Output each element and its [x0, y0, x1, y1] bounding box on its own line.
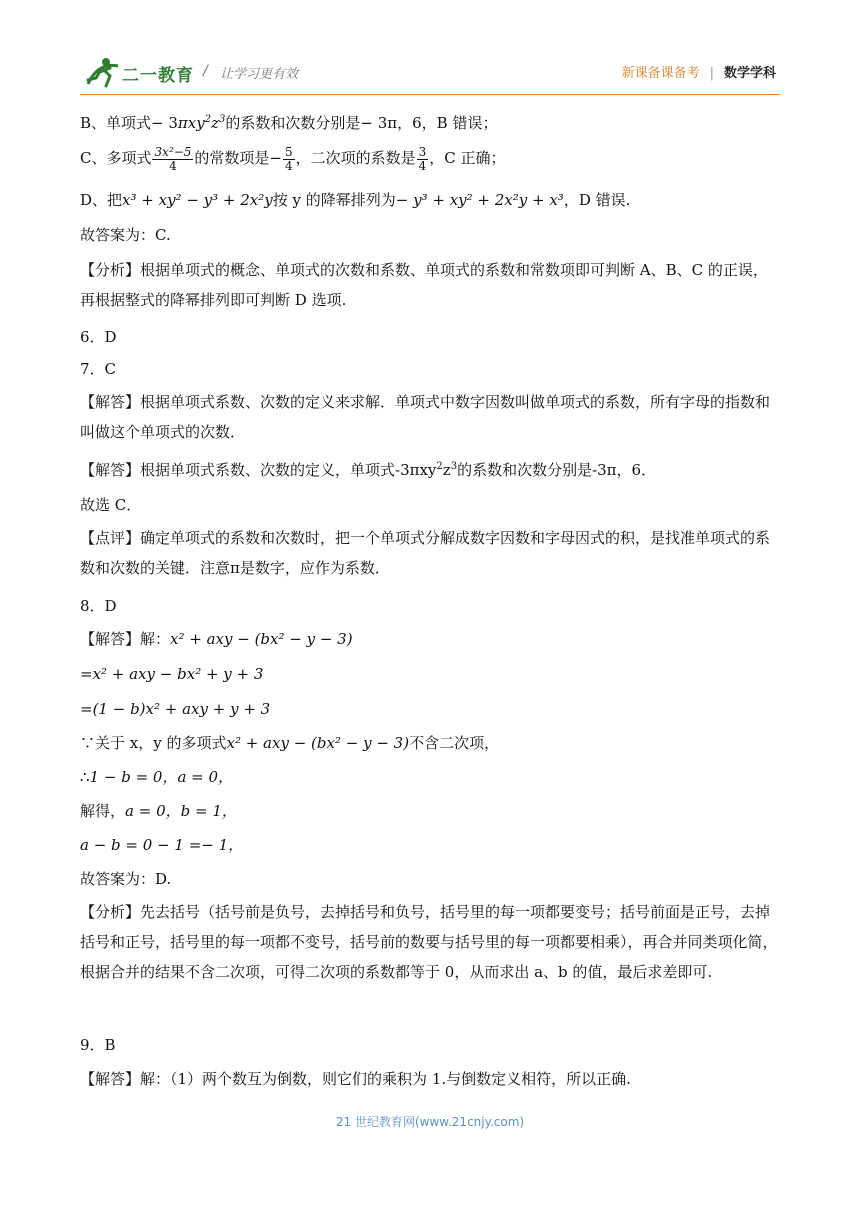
answer-d: 故答案为：D. — [80, 870, 172, 888]
line-d-result: − y³ + xy² + 2x²y + x³ — [395, 191, 564, 209]
line-c-suffix: ，C 正确； — [429, 149, 506, 167]
page-footer: 21 世纪教育网(www.21cnjy.com) — [335, 1115, 525, 1129]
solution-7b-text: 【解答】根据单项式系数、次数的定义，单项式-3πxy — [80, 461, 437, 479]
analysis-5: 【分析】根据单项式的概念、单项式的次数和系数、单项式的系数和常数项即可判断 A、B、C 的正误，再根据整式的降幂排列即可判断 D 选项. — [80, 261, 768, 309]
logo-text: 二一教育 — [122, 66, 194, 86]
q6-answer: 6．D — [80, 328, 117, 346]
header-right — [622, 62, 776, 81]
solution-9: 【解答】解：（1）两个数互为倒数，则它们的乘积为 1.与倒数定义相符，所以正确. — [80, 1070, 631, 1088]
q7-answer: 7．C — [80, 360, 117, 378]
header-separator: | — [709, 66, 714, 81]
because-line — [80, 728, 780, 758]
line-c — [80, 143, 780, 173]
header-subject-label: 数学学科 — [723, 66, 776, 81]
header-course-label: 新课备课备考 — [621, 66, 700, 81]
because-suffix: 不含二次项， — [409, 734, 500, 752]
fraction-constant: $\frac{5}{4}$ — [284, 144, 293, 173]
expr-3: =(1 − b)x² + axy + y + 3 — [80, 700, 271, 718]
expr-6: a = 0，b = 1， — [125, 802, 237, 820]
therefore-line — [80, 762, 780, 792]
solve-line — [80, 796, 780, 826]
q9-answer: 9．B — [80, 1036, 116, 1054]
therefore-symbol: ∴ — [80, 768, 90, 786]
line-c-mid1: 的常数项是 — [194, 149, 270, 167]
q8-answer: 8．D — [80, 597, 117, 615]
line-b-prefix: B、单项式 — [80, 114, 152, 132]
slogan: 让学习更有效 — [220, 67, 299, 82]
slogan-slash: / — [203, 63, 208, 79]
expr-5: 1 − b = 0，a = 0， — [89, 768, 234, 786]
line-d — [80, 185, 780, 215]
choose-c: 故选 C． — [80, 496, 142, 514]
solution-7a: 【解答】根据单项式系数、次数的定义来求解．单项式中数字因数叫做单项式的系数，所有字母的指数和叫做这个单项式的次数． — [80, 393, 771, 441]
line-d-suffix: ，D 错误. — [563, 191, 631, 209]
expr-4: x² + axy − (bx² − y − 3) — [226, 734, 410, 752]
solution-8-prefix: 【解答】解： — [80, 630, 171, 648]
expr-2: =x² + axy − bx² + y + 3 — [80, 665, 264, 683]
solution-8-line1 — [80, 624, 780, 654]
solve-prefix: 解得， — [80, 802, 126, 820]
answer-c: 故答案为：C. — [80, 226, 171, 244]
comment-7: 【点评】确定单项式的系数和次数时，把一个单项式分解成数字因数和字母因式的积，是找准单项式的系数和次数的关键．注意π是数字，应作为系数． — [80, 529, 771, 577]
line-d-expr: x³ + xy² − y³ + 2x²y — [122, 191, 273, 209]
expr-7: a − b = 0 − 1 =− 1， — [80, 836, 244, 854]
line-c-prefix: C、多项式 — [80, 149, 152, 167]
line-b-value: − 3π，6，B 错误； — [360, 114, 498, 132]
solution-7b: 【解答】根据单项式系数、次数的定义，单项式$-3\pi xy^2z^3$的系数和次数分别是-3π，6． — [80, 461, 657, 479]
page-header — [80, 54, 780, 94]
line-b-expr: − $3\pi xy^2z^3$ — [151, 114, 226, 132]
fraction-polynomial: $\frac{\text{3x²−5}}{4}$ — [154, 144, 192, 173]
line-b-mid: 的系数和次数分别是 — [225, 114, 361, 132]
fraction-coefficient: $\frac{3}{4}$ — [418, 144, 427, 173]
line-d-mid: 按 y 的降幂排列为 — [272, 191, 396, 209]
expr-1: x² + axy − (bx² − y − 3) — [170, 630, 353, 648]
because-prefix: ∵关于 x，y 的多项式 — [80, 734, 227, 752]
line-d-prefix: D、把 — [80, 191, 123, 209]
minus-sign: − — [269, 149, 282, 167]
line-b — [80, 108, 780, 138]
header-divider — [80, 94, 780, 95]
analysis-8: 【分析】先去括号（括号前是负号，去掉括号和负号，括号里的每一项都要变号；括号前面是正号，去掉括号和正号，括号里的每一项都不变号，括号前的数要与括号里的每一项都要相乘），再合并同类项化简，根据合并的结果不含二次项，可得二次项的系数都等于 0，从而求出 a、b 的值，最后求差即可. — [80, 903, 778, 981]
line-c-mid2: ，二次项的系数是 — [295, 149, 416, 167]
solution-7b-suffix: 的系数和次数分别是-3π，6． — [457, 461, 657, 479]
